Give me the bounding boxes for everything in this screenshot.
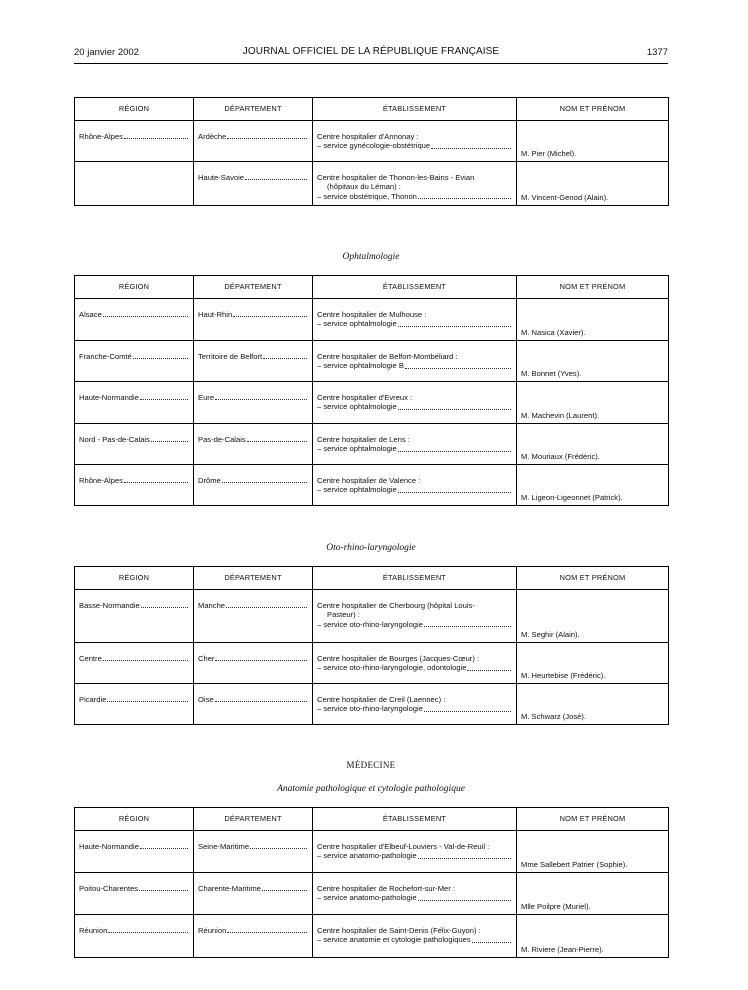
region-cell bbox=[75, 590, 194, 643]
nom-prenom-text: M. Mouriaux (Frédéric). bbox=[521, 451, 600, 461]
region-text: Haute-Normandie bbox=[79, 393, 139, 402]
nom-prenom-cell bbox=[517, 643, 669, 684]
etablissement-cell bbox=[313, 465, 517, 506]
etablissement-line: Centre hospitalier de Saint-Denis (Félix-Guyon) : bbox=[317, 926, 481, 935]
departement-entry bbox=[198, 476, 308, 485]
etablissement-line: Pasteur) : bbox=[327, 610, 360, 620]
etablissement-line: Centre hospitalier d'Evreux : bbox=[317, 393, 413, 402]
region-entry bbox=[79, 926, 189, 935]
table-row bbox=[75, 465, 669, 506]
etablissement-cell bbox=[313, 643, 517, 684]
col-departement: DÉPARTEMENT bbox=[194, 567, 313, 590]
region-entry bbox=[79, 884, 189, 893]
etablissement-cell bbox=[313, 382, 517, 424]
table-row bbox=[75, 873, 669, 915]
etablissement-cell bbox=[313, 915, 517, 958]
departement-entry bbox=[198, 695, 308, 704]
service-entry bbox=[317, 444, 512, 453]
nom-prenom-text: Mlle Poilpre (Muriel). bbox=[521, 901, 591, 911]
departement-cell bbox=[194, 831, 313, 873]
heading-medecine: MÉDECINE bbox=[346, 760, 396, 770]
dot-leader bbox=[418, 900, 511, 901]
region-text: Rhône-Alpes bbox=[79, 132, 123, 141]
departement-cell bbox=[194, 121, 313, 162]
nom-prenom-text: M. Machevin (Laurent). bbox=[521, 410, 600, 420]
region-entry bbox=[79, 695, 189, 704]
departement-text: Charente-Maritime bbox=[198, 884, 261, 893]
nom-prenom-cell bbox=[517, 424, 669, 465]
col-departement: DÉPARTEMENT bbox=[194, 98, 313, 121]
service-entry bbox=[317, 935, 512, 944]
region-entry bbox=[79, 654, 189, 663]
departement-cell bbox=[194, 873, 313, 915]
departement-cell bbox=[194, 382, 313, 424]
table-row bbox=[75, 831, 669, 873]
nom-prenom-text: M. Schwarz (José). bbox=[521, 711, 586, 721]
region-text: Franche-Comté bbox=[79, 352, 132, 361]
nom-prenom-text: M. Vincent-Genod (Alain). bbox=[521, 192, 609, 202]
departement-cell bbox=[194, 465, 313, 506]
etablissement-line: Centre hospitalier de Rochefort-sur-Mer : bbox=[317, 884, 456, 893]
region-cell bbox=[75, 831, 194, 873]
region-entry bbox=[79, 842, 189, 851]
region-text: Poitou-Charentes bbox=[79, 884, 139, 893]
table-oto-rhino-laryngologie bbox=[74, 566, 669, 725]
region-cell bbox=[75, 382, 194, 424]
service-entry bbox=[317, 663, 512, 672]
departement-entry bbox=[198, 393, 308, 402]
etablissement-line: Centre hospitalier de Thonon-les-Bains - Evian bbox=[317, 173, 475, 182]
dot-leader bbox=[215, 660, 307, 661]
nom-prenom-cell bbox=[517, 465, 669, 506]
dot-leader bbox=[418, 858, 511, 859]
service-entry bbox=[317, 192, 512, 201]
service-text: – service gynécologie-obstétrique bbox=[317, 141, 431, 151]
service-entry bbox=[317, 851, 512, 860]
etablissement-cell bbox=[313, 590, 517, 643]
nom-prenom-text: M. Bonnet (Yves). bbox=[521, 368, 582, 378]
region-text: Réunion bbox=[79, 926, 108, 935]
etablissement-cell bbox=[313, 341, 517, 382]
table-row bbox=[75, 590, 669, 643]
region-cell bbox=[75, 873, 194, 915]
region-entry bbox=[79, 476, 189, 485]
dot-leader bbox=[233, 316, 307, 317]
service-entry bbox=[317, 704, 512, 713]
departement-cell bbox=[194, 424, 313, 465]
dot-leader bbox=[398, 326, 511, 327]
col-nom-prenom: NOM ET PRÉNOM bbox=[517, 567, 669, 590]
nom-prenom-cell bbox=[517, 873, 669, 915]
departement-text: Pas-de-Calais bbox=[198, 435, 246, 444]
col-region: RÉGION bbox=[75, 567, 194, 590]
etablissement-cell bbox=[313, 121, 517, 162]
col-etablissement: ÉTABLISSEMENT bbox=[313, 808, 517, 831]
dot-leader bbox=[405, 368, 511, 369]
col-nom-prenom: NOM ET PRÉNOM bbox=[517, 276, 669, 299]
region-cell bbox=[75, 162, 194, 206]
service-text: – service oto-rhino-laryngologie bbox=[317, 704, 423, 714]
region-cell bbox=[75, 341, 194, 382]
table-row bbox=[75, 684, 669, 725]
dot-leader bbox=[133, 358, 188, 359]
col-region: RÉGION bbox=[75, 808, 194, 831]
dot-leader bbox=[472, 942, 511, 943]
dot-leader bbox=[215, 399, 307, 400]
table-row bbox=[75, 915, 669, 958]
etablissement-line: Centre hospitalier de Creil (Laennec) : bbox=[317, 695, 446, 704]
dot-leader bbox=[398, 409, 511, 410]
etablissement-cell bbox=[313, 684, 517, 725]
departement-text: Eure bbox=[198, 393, 215, 402]
dot-leader bbox=[424, 626, 511, 627]
region-text: Centre bbox=[79, 654, 102, 663]
departement-entry bbox=[198, 435, 308, 444]
nom-prenom-cell bbox=[517, 341, 669, 382]
service-text: – service oto-rhino-laryngologie, odontologie bbox=[317, 663, 467, 673]
nom-prenom-text: M. Heurtebise (Frédéric). bbox=[521, 670, 606, 680]
dot-leader bbox=[108, 932, 188, 933]
nom-prenom-cell bbox=[517, 915, 669, 958]
nom-prenom-cell bbox=[517, 831, 669, 873]
service-text: – service obstétrique, Thonon bbox=[317, 191, 417, 201]
departement-text: Drôme bbox=[198, 476, 221, 485]
departement-text: Territoire de Belfort bbox=[198, 352, 263, 361]
header-date: 20 janvier 2002 bbox=[74, 47, 139, 58]
nom-prenom-cell bbox=[517, 121, 669, 162]
nom-prenom-cell bbox=[517, 684, 669, 725]
departement-cell bbox=[194, 684, 313, 725]
dot-leader bbox=[103, 660, 188, 661]
col-etablissement: ÉTABLISSEMENT bbox=[313, 567, 517, 590]
dot-leader bbox=[467, 670, 511, 671]
departement-entry bbox=[198, 842, 308, 851]
dot-leader bbox=[215, 701, 307, 702]
table-row bbox=[75, 162, 669, 206]
dot-leader bbox=[222, 482, 307, 483]
table-header-row bbox=[75, 567, 669, 590]
service-entry bbox=[317, 402, 512, 411]
region-cell bbox=[75, 465, 194, 506]
dot-leader bbox=[250, 848, 307, 849]
dot-leader bbox=[107, 701, 188, 702]
departement-cell bbox=[194, 341, 313, 382]
departement-text: Ardèche bbox=[198, 132, 227, 141]
region-entry bbox=[79, 132, 189, 141]
etablissement-cell bbox=[313, 831, 517, 873]
service-text: – service ophtalmologie B bbox=[317, 361, 404, 371]
departement-entry bbox=[198, 926, 308, 935]
dot-leader bbox=[263, 358, 307, 359]
page-header bbox=[74, 44, 668, 60]
col-etablissement: ÉTABLISSEMENT bbox=[313, 98, 517, 121]
region-cell bbox=[75, 424, 194, 465]
region-entry bbox=[79, 601, 189, 610]
departement-entry bbox=[198, 352, 308, 361]
nom-prenom-text: M. Riviere (Jean-Pierre). bbox=[521, 944, 604, 954]
service-entry bbox=[317, 485, 512, 494]
dot-leader bbox=[124, 482, 188, 483]
etablissement-line: Centre hospitalier de Belfort-Montbéliard : bbox=[317, 352, 458, 361]
region-cell bbox=[75, 121, 194, 162]
service-text: – service ophtalmologie bbox=[317, 402, 397, 412]
departement-text: Seine-Maritime bbox=[198, 842, 250, 851]
etablissement-cell bbox=[313, 299, 517, 341]
dot-leader bbox=[247, 441, 307, 442]
etablissement-line: Centre hospitalier de Cherbourg (hôpital Louis- bbox=[317, 601, 475, 610]
etablissement-line: Centre hospitalier de Lens : bbox=[317, 435, 410, 444]
table-header-row bbox=[75, 808, 669, 831]
departement-entry bbox=[198, 884, 308, 893]
departement-text: Cher bbox=[198, 654, 215, 663]
table-header-row bbox=[75, 98, 669, 121]
region-entry bbox=[79, 435, 189, 444]
nom-prenom-text: M. Nasica (Xavier). bbox=[521, 327, 586, 337]
service-text: – service ophtalmologie bbox=[317, 319, 397, 329]
etablissement-cell bbox=[313, 162, 517, 206]
dot-leader bbox=[140, 848, 188, 849]
table-row bbox=[75, 643, 669, 684]
table-row bbox=[75, 382, 669, 424]
dot-leader bbox=[262, 890, 307, 891]
service-entry bbox=[317, 319, 512, 328]
region-text: Alsace bbox=[79, 310, 102, 319]
table-row bbox=[75, 121, 669, 162]
departement-text: Oise bbox=[198, 695, 214, 704]
etablissement-cell bbox=[313, 424, 517, 465]
departement-entry bbox=[198, 654, 308, 663]
col-nom-prenom: NOM ET PRÉNOM bbox=[517, 98, 669, 121]
table-header-row bbox=[75, 276, 669, 299]
departement-text: Réunion bbox=[198, 926, 227, 935]
region-cell bbox=[75, 684, 194, 725]
col-nom-prenom: NOM ET PRÉNOM bbox=[517, 808, 669, 831]
heading-anatomie-pathologique: Anatomie pathologique et cytologie pathologique bbox=[277, 784, 465, 794]
heading-oto-rhino-laryngologie: Oto-rhino-laryngologie bbox=[326, 543, 416, 553]
region-text: Basse-Normandie bbox=[79, 601, 140, 610]
col-region: RÉGION bbox=[75, 98, 194, 121]
nom-prenom-cell bbox=[517, 590, 669, 643]
service-text: – service oto-rhino-laryngologie bbox=[317, 619, 423, 629]
nom-prenom-cell bbox=[517, 299, 669, 341]
dot-leader bbox=[226, 607, 307, 608]
nom-prenom-text: Mme Sallebert Patrier (Sophie). bbox=[521, 859, 628, 869]
departement-entry bbox=[198, 310, 308, 319]
col-departement: DÉPARTEMENT bbox=[194, 808, 313, 831]
dot-leader bbox=[140, 399, 188, 400]
col-etablissement: ÉTABLISSEMENT bbox=[313, 276, 517, 299]
etablissement-line: (hôpitaux du Léman) : bbox=[327, 182, 401, 192]
service-entry bbox=[317, 141, 512, 150]
region-text: Haute-Normandie bbox=[79, 842, 139, 851]
dot-leader bbox=[141, 607, 188, 608]
departement-text: Haut-Rhin bbox=[198, 310, 233, 319]
dot-leader bbox=[227, 932, 307, 933]
region-cell bbox=[75, 299, 194, 341]
region-entry bbox=[79, 310, 189, 319]
service-text: – service anatomie et cytologie pathologiques bbox=[317, 935, 471, 945]
dot-leader bbox=[103, 316, 188, 317]
etablissement-line: Centre hospitalier de Mulhouse : bbox=[317, 310, 427, 319]
departement-entry bbox=[198, 601, 308, 610]
region-cell bbox=[75, 643, 194, 684]
dot-leader bbox=[398, 492, 511, 493]
departement-cell bbox=[194, 915, 313, 958]
header-title: JOURNAL OFFICIEL DE LA RÉPUBLIQUE FRANÇAISE bbox=[242, 46, 500, 57]
service-entry bbox=[317, 893, 512, 902]
region-entry bbox=[79, 393, 189, 402]
dot-leader bbox=[124, 138, 188, 139]
region-entry bbox=[79, 352, 189, 361]
nom-prenom-text: M. Ligeon-Ligeonnet (Patrick). bbox=[521, 492, 623, 502]
table-gynecologie bbox=[74, 97, 669, 206]
dot-leader bbox=[151, 441, 188, 442]
col-departement: DÉPARTEMENT bbox=[194, 276, 313, 299]
table-anatomie-pathologique bbox=[74, 807, 669, 958]
table-row bbox=[75, 424, 669, 465]
etablissement-line: Centre hospitalier d'Annonay : bbox=[317, 132, 419, 141]
region-text: Picardie bbox=[79, 695, 107, 704]
departement-entry bbox=[198, 173, 308, 182]
heading-ophtalmologie: Ophtalmologie bbox=[342, 252, 400, 262]
departement-entry bbox=[198, 132, 308, 141]
etablissement-line: Centre hospitalier d'Elbeuf-Louviers - Val-de-Reuil : bbox=[317, 842, 490, 851]
table-ophtalmologie bbox=[74, 275, 669, 506]
service-text: – service ophtalmologie bbox=[317, 444, 397, 454]
departement-cell bbox=[194, 590, 313, 643]
departement-cell bbox=[194, 299, 313, 341]
service-entry bbox=[317, 620, 512, 629]
header-page-number: 1377 bbox=[646, 47, 668, 58]
departement-cell bbox=[194, 162, 313, 206]
dot-leader bbox=[139, 890, 188, 891]
dot-leader bbox=[398, 451, 511, 452]
nom-prenom-cell bbox=[517, 382, 669, 424]
departement-text: Haute-Savoie bbox=[198, 173, 245, 182]
service-entry bbox=[317, 361, 512, 370]
dot-leader bbox=[424, 711, 511, 712]
dot-leader bbox=[418, 198, 511, 199]
nom-prenom-cell bbox=[517, 162, 669, 206]
departement-text: Manche bbox=[198, 601, 226, 610]
table-row bbox=[75, 341, 669, 382]
dot-leader bbox=[227, 138, 307, 139]
region-text: Nord - Pas-de-Calais bbox=[79, 435, 150, 444]
col-region: RÉGION bbox=[75, 276, 194, 299]
header-rule bbox=[74, 63, 668, 64]
dot-leader bbox=[245, 179, 307, 180]
region-text: Rhône-Alpes bbox=[79, 476, 123, 485]
service-text: – service anatomo-pathologie bbox=[317, 893, 417, 903]
service-text: – service ophtalmologie bbox=[317, 485, 397, 495]
nom-prenom-text: M. Seghir (Alain). bbox=[521, 629, 580, 639]
service-text: – service anatomo-pathologie bbox=[317, 851, 417, 861]
etablissement-line: Centre hospitalier de Bourges (Jacques-Cœur) : bbox=[317, 654, 480, 663]
departement-cell bbox=[194, 643, 313, 684]
table-row bbox=[75, 299, 669, 341]
etablissement-cell bbox=[313, 873, 517, 915]
nom-prenom-text: M. Pier (Michel). bbox=[521, 148, 577, 158]
region-cell bbox=[75, 915, 194, 958]
etablissement-line: Centre hospitalier de Valence : bbox=[317, 476, 421, 485]
dot-leader bbox=[431, 148, 511, 149]
